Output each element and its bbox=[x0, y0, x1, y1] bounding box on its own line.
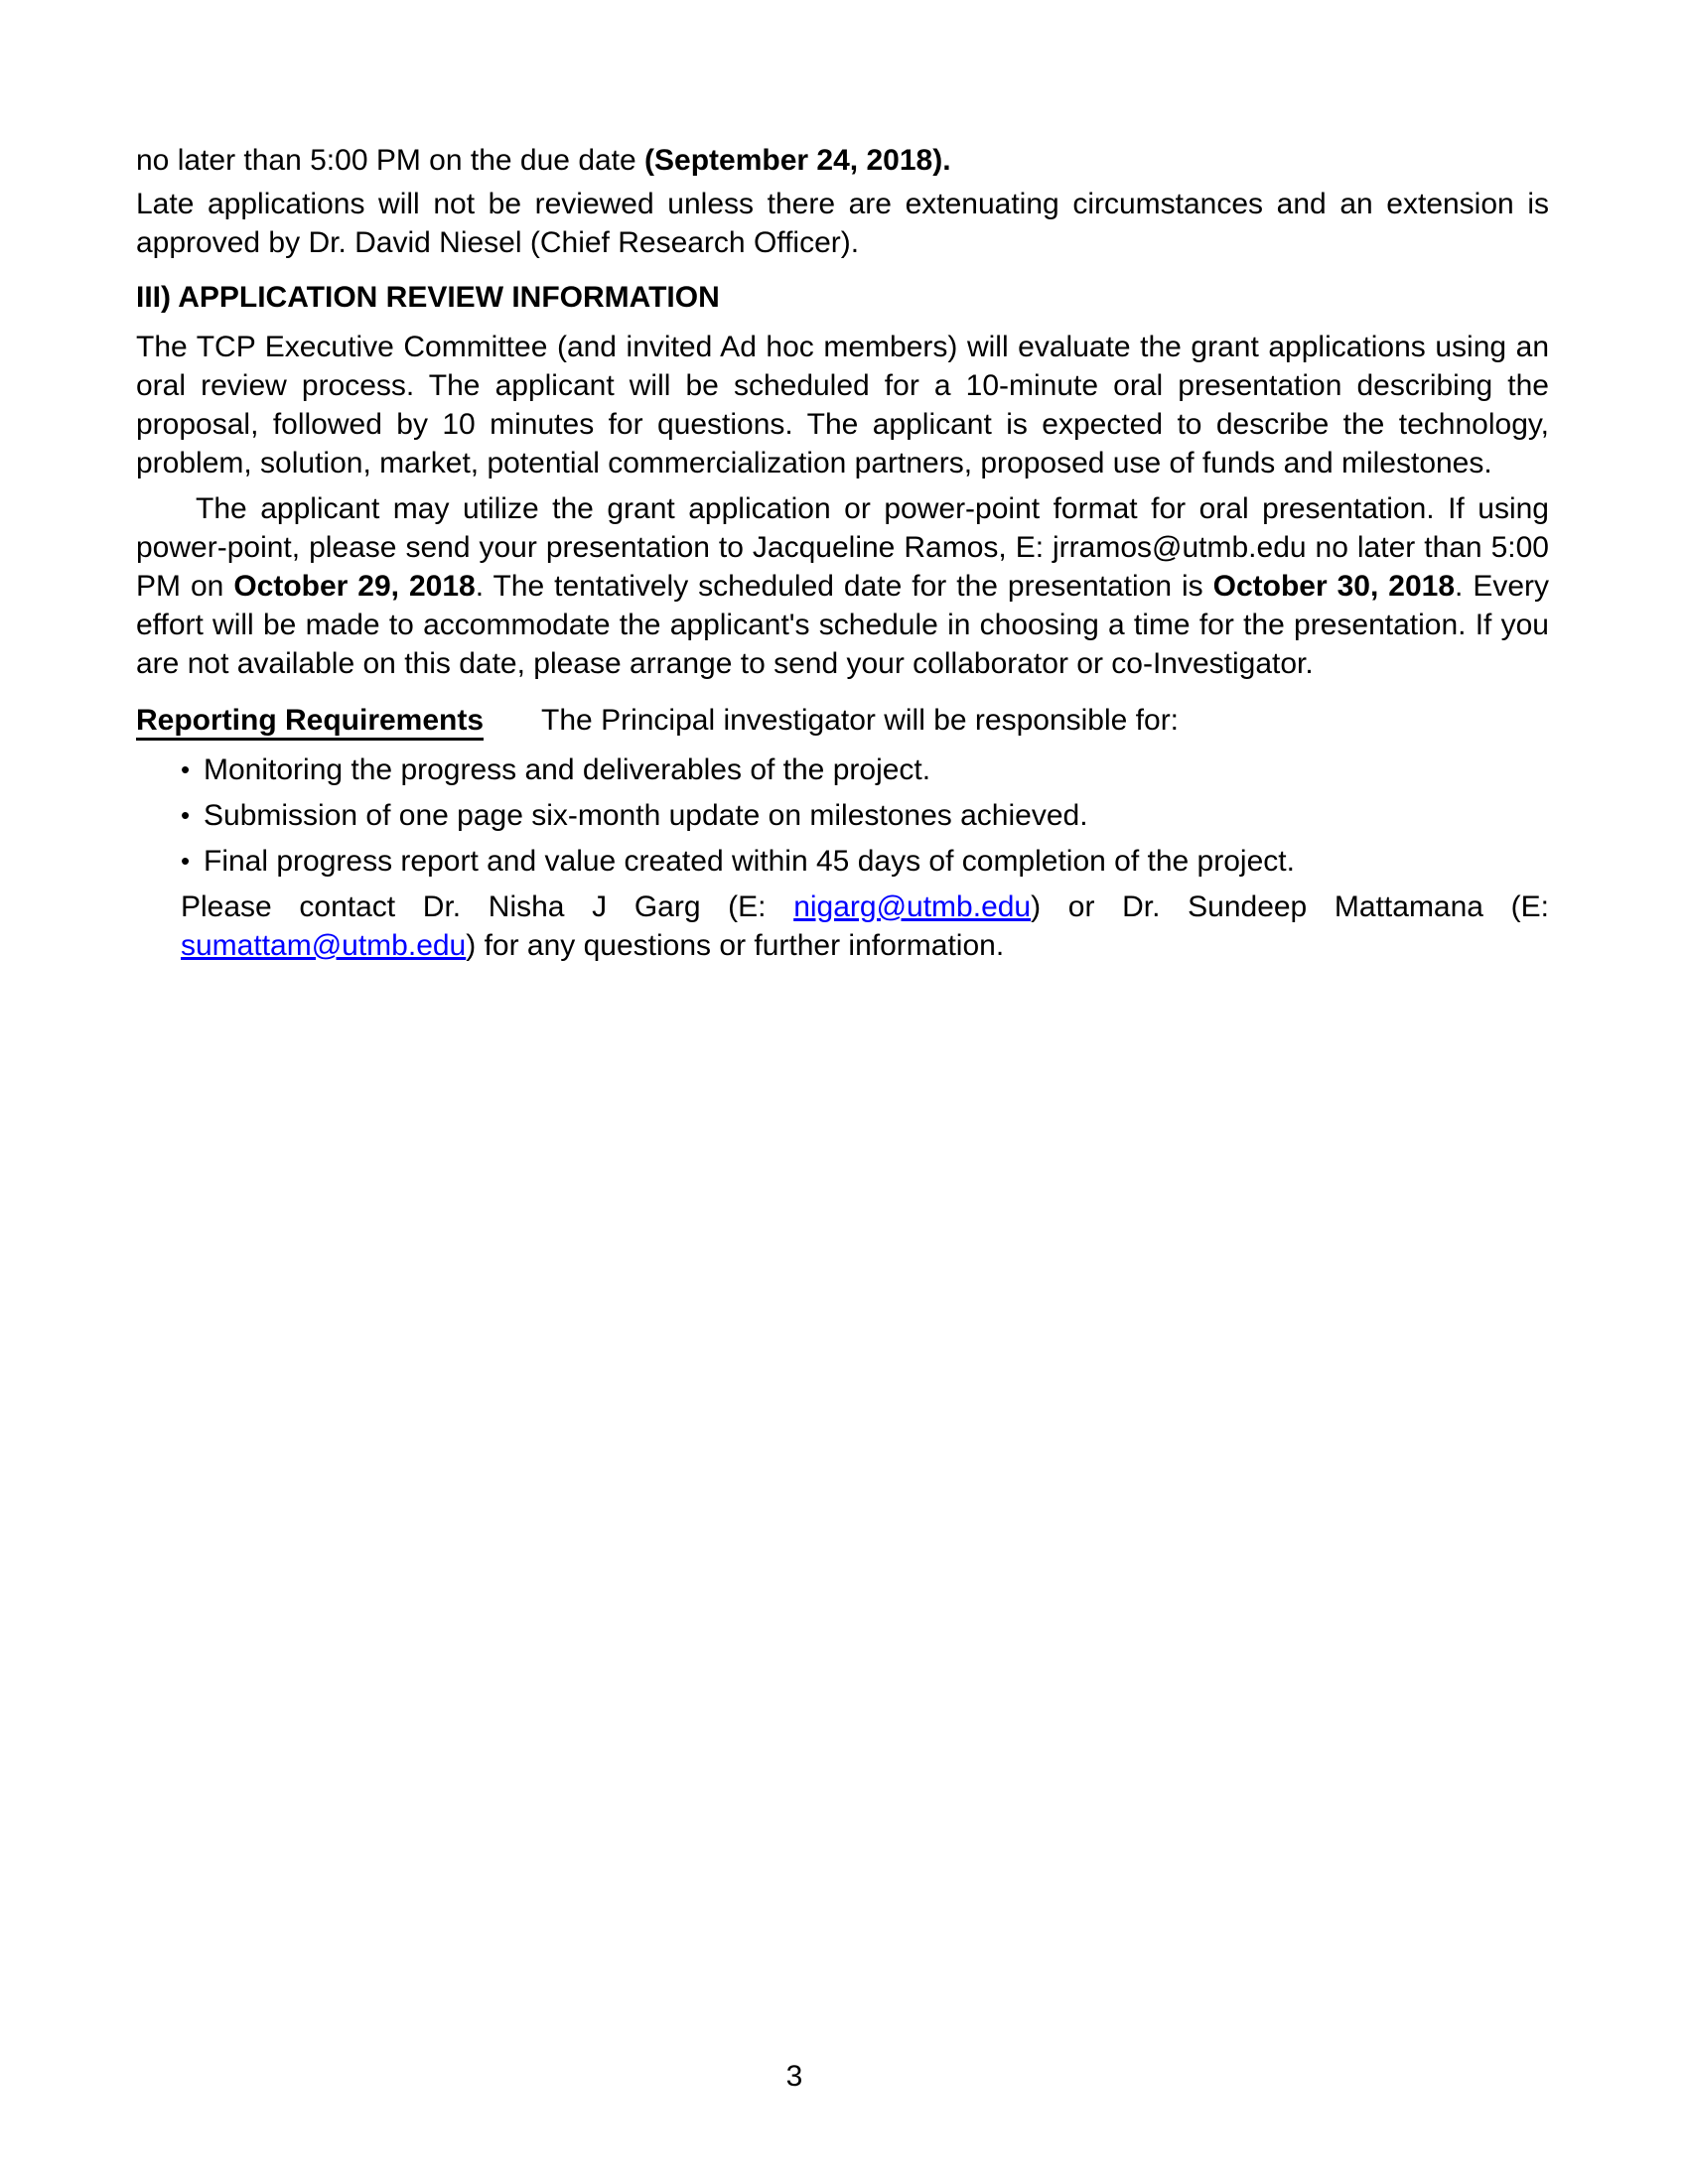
section-heading-application-review: III) APPLICATION REVIEW INFORMATION bbox=[136, 281, 720, 314]
page-number: 3 bbox=[785, 2060, 803, 2093]
bullet-icon: • bbox=[181, 800, 191, 830]
document-body bbox=[136, 141, 1549, 965]
contact-text-2: ) or Dr. Sundeep Mattamana (E: bbox=[1031, 890, 1549, 923]
contact-text-3: ) for any questions or further information. bbox=[466, 929, 1005, 962]
presentation-date-2: October 30, 2018 bbox=[1212, 570, 1456, 603]
due-date-bold: (September 24, 2018). bbox=[644, 144, 951, 177]
paragraph-review-process: The TCP Executive Committee (and invited Ad hoc members) will evaluate the grant applications using an oral review process. The applicant will be scheduled for a 10-minute oral presentation describing the proposal, followed by 10 minutes for questions. The applicant is expected to describe the technology, problem, solution, market, potential commercialization partners, proposed use of funds and milestones. bbox=[136, 331, 1549, 479]
list-item-text: Monitoring the progress and deliverables of the project. bbox=[204, 753, 931, 786]
paragraph-contact bbox=[181, 887, 1549, 965]
list-item bbox=[136, 796, 1549, 835]
reporting-requirements-heading: Reporting Requirements bbox=[136, 704, 484, 741]
list-item-text: Final progress report and value created within 45 days of completion of the project. bbox=[204, 845, 1295, 878]
presentation-text-2: . The tentatively scheduled date for the presentation is bbox=[475, 570, 1213, 603]
bullet-icon: • bbox=[181, 846, 191, 876]
presentation-text-3: . Every effort will be made to accommodate the applicant's schedule in choosing a time for the presentation. If you are not available on this date, please arrange to send your collaborator or co-Investigator. bbox=[136, 570, 1550, 680]
list-item bbox=[136, 842, 1549, 881]
contact-text-1: Please contact Dr. Nisha J Garg (E: bbox=[181, 890, 794, 923]
email-link-nigarg[interactable]: nigarg@utmb.edu bbox=[793, 890, 1032, 923]
reporting-requirements-lead: The Principal investigator will be responsible for: bbox=[541, 704, 1180, 737]
presentation-text-1: The applicant may utilize the grant application or power-point format for oral presentation. If using power-point, please send your presentation to Jacqueline Ramos, E: jrramos@utmb.edu no later than 5:00 PM on bbox=[136, 492, 1549, 603]
paragraph-due-date bbox=[136, 141, 1549, 180]
responsibilities-list bbox=[136, 751, 1549, 881]
due-date-text: no later than 5:00 PM on the due date bbox=[136, 144, 645, 177]
email-link-sumattam[interactable]: sumattam@utmb.edu bbox=[181, 929, 467, 962]
list-item-text: Submission of one page six-month update on milestones achieved. bbox=[204, 799, 1088, 832]
list-item bbox=[136, 751, 1549, 789]
presentation-date-1: October 29, 2018 bbox=[233, 570, 476, 603]
paragraph-presentation bbox=[136, 489, 1549, 683]
reporting-requirements-line bbox=[136, 701, 1549, 740]
bullet-icon: • bbox=[181, 754, 191, 784]
paragraph-late-applications: Late applications will not be reviewed unless there are extenuating circumstances and an extension is approved by Dr. David Niesel (Chief Research Officer). bbox=[136, 188, 1549, 259]
